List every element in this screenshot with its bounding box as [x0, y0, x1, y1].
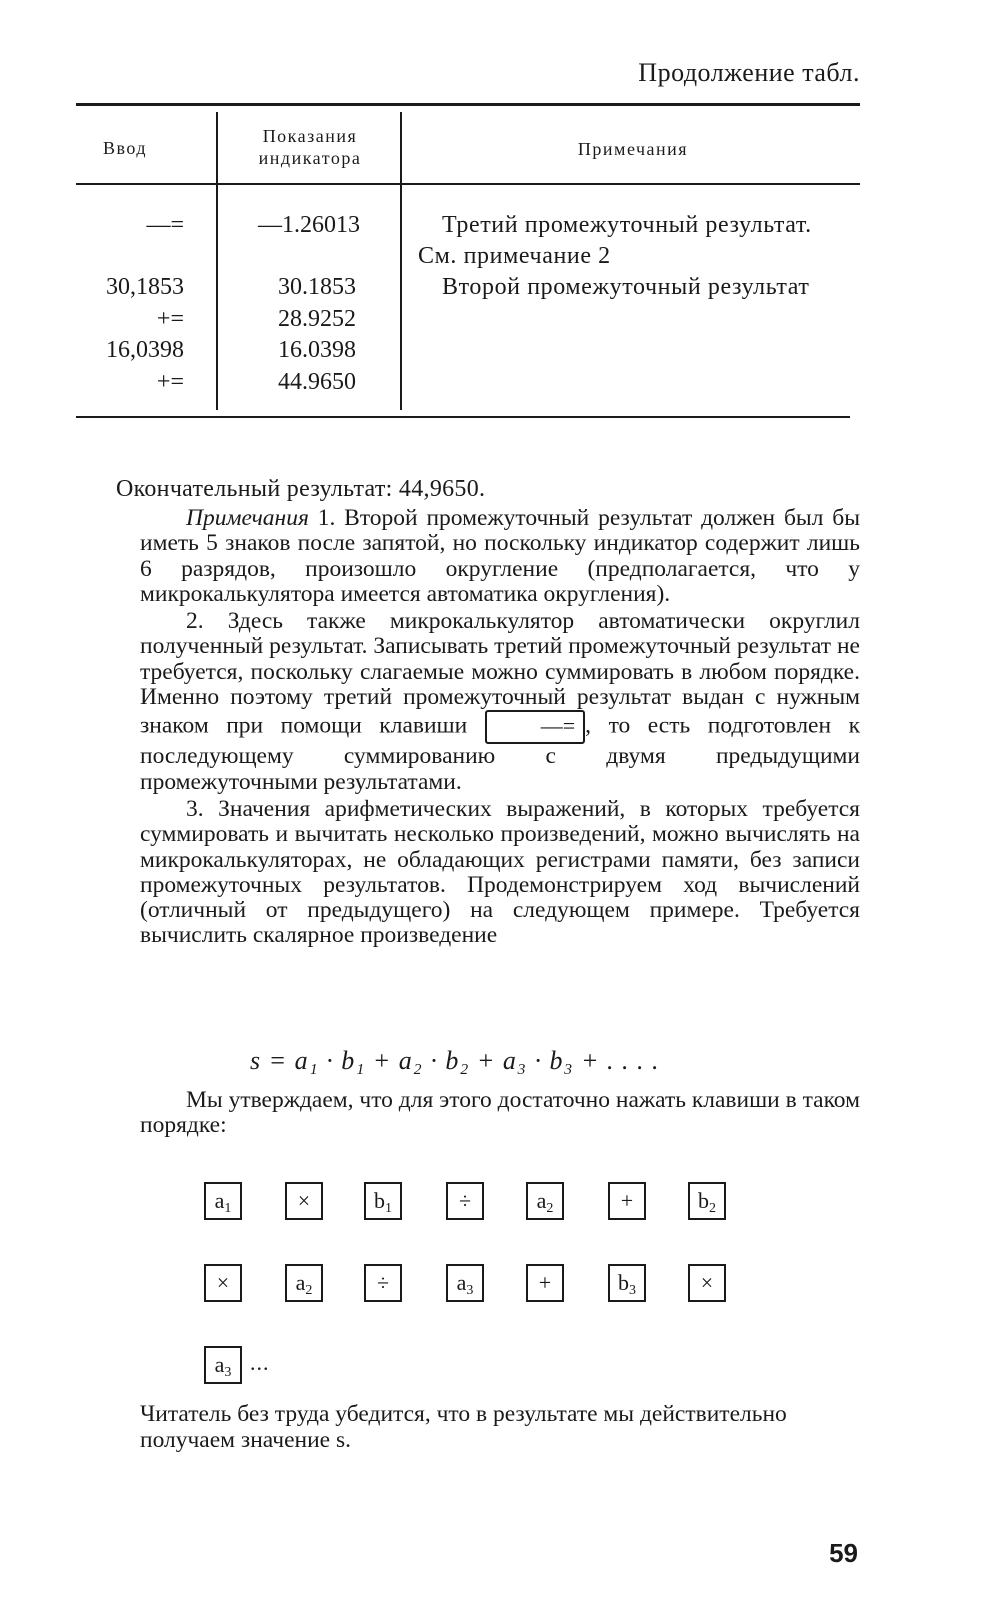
table-cell-input: += — [156, 306, 184, 332]
key-label: + — [538, 1270, 552, 1295]
key-label: b — [698, 1188, 709, 1213]
key-label: a — [456, 1270, 467, 1295]
table-note-line: Третий промежуточный результат. — [442, 212, 812, 238]
scalar-product-formula: s = a₁ · b₁ + a₂ · b₂ + a₃ · b₃ + . . . . — [250, 1046, 660, 1075]
key-button — [608, 1182, 646, 1220]
key-button — [608, 1264, 646, 1302]
key-label: a — [214, 1352, 225, 1377]
header-notes: Примечания — [577, 139, 689, 159]
key-subscript: 3 — [629, 1283, 636, 1298]
key-subscript: 1 — [385, 1201, 392, 1216]
key-label: a — [536, 1188, 547, 1213]
key-subscript: 2 — [546, 1201, 554, 1216]
table-top-rule — [76, 103, 860, 106]
header-display-line2: индикатора — [258, 148, 362, 168]
table-cell-display: 28.9252 — [278, 306, 356, 332]
key-label: b — [374, 1188, 385, 1213]
key-label: a — [214, 1188, 225, 1213]
key-button — [364, 1264, 402, 1302]
key-label: + — [620, 1188, 634, 1213]
key-label: × — [700, 1270, 714, 1295]
table-cell-input: 16,0398 — [106, 337, 184, 363]
table-cell-display: —1.26013 — [258, 212, 360, 238]
key-button — [688, 1182, 726, 1220]
table-col-divider-2 — [400, 112, 402, 410]
conclusion: Читатель без труда убедится, что в результате мы действительно получаем значение s. — [140, 1401, 787, 1453]
key-button — [285, 1264, 323, 1302]
key-button — [446, 1264, 484, 1302]
table-col-divider-1 — [216, 112, 218, 410]
final-result: Окончательный результат: 44,9650. — [116, 476, 486, 502]
header-input: Ввод — [102, 138, 148, 158]
notes-block — [140, 506, 860, 949]
key-button — [446, 1182, 484, 1220]
key-ellipsis: ... — [250, 1350, 270, 1375]
note-1 — [140, 506, 860, 607]
key-button — [688, 1264, 726, 1302]
note-2-text-after: , то есть подготовлен к последующему суммированию с двумя предыдущими промежуточными результатами. — [140, 712, 860, 795]
table-cell-input: 30,1853 — [106, 274, 184, 300]
key-subscript: 3 — [224, 1365, 232, 1380]
key-label: a — [295, 1270, 306, 1295]
table-note-line: См. примечание 2 — [418, 243, 611, 269]
keys-intro — [140, 1088, 860, 1139]
key-label: × — [216, 1270, 230, 1295]
note-3: 3. Значения арифметических выражений, в которых требуется суммировать и вычитать несколько произведений, можно вычислять на микрокалькуляторах, не обладающих регистрами памяти, без записи промежуточных результатов. Продемонстрируем ход вычислений (отличный от предыдущего) на следующем примере. Требуется вычислить скалярное произведение — [140, 795, 860, 949]
key-subscript: 2 — [709, 1201, 716, 1216]
header-display-line1: Показания — [262, 126, 358, 146]
note-2-text-before: 2. Здесь также микрокалькулятор автоматически округлил полученный результат. Записывать третий промежуточный результат не требуется, поскольку слагаемые можно суммировать в любом порядке. Именно поэтому третий промежуточный результат выдан с нужным знаком при помощи клавиши — [140, 608, 860, 739]
key-button — [285, 1182, 323, 1220]
key-label: ÷ — [458, 1188, 472, 1213]
table-note-line: Второй промежуточный результат — [442, 274, 810, 300]
key-label: b — [618, 1270, 629, 1295]
key-subscript: 1 — [224, 1201, 232, 1216]
key-button — [204, 1182, 242, 1220]
key-button — [204, 1264, 242, 1302]
key-button — [204, 1346, 242, 1384]
key-button — [526, 1182, 564, 1220]
key-subscript: 3 — [466, 1283, 474, 1298]
note-2 — [140, 609, 860, 795]
key-label: ÷ — [376, 1270, 390, 1295]
page-number: 59 — [829, 1538, 858, 1568]
note-1-text: 1. Второй промежуточный результат должен был бы иметь 5 знаков после запятой, но поскольку индикатор содержит лишь 6 разрядов, произошло округление (предполагается, что у микрокалькулятора имеется автоматика округления). — [140, 505, 860, 607]
keys-intro-text: Мы утверждаем, что для этого достаточно нажать клавиши в таком порядке: — [140, 1087, 860, 1139]
table-cell-input: —= — [146, 212, 184, 238]
notes-heading: Примечания — [186, 505, 309, 531]
key-button — [364, 1182, 402, 1220]
key-button — [526, 1264, 564, 1302]
table-cell-input: += — [156, 369, 184, 395]
minus-equals-key: —= — [485, 710, 585, 744]
continuation-label: Продолжение табл. — [638, 58, 860, 87]
table-cell-display: 16.0398 — [278, 337, 356, 363]
header-display — [222, 125, 398, 169]
key-subscript: 2 — [305, 1283, 313, 1298]
table-bottom-rule — [76, 416, 850, 418]
table-header-rule — [76, 183, 860, 185]
key-label: × — [297, 1188, 311, 1213]
table-cell-display: 44.9650 — [278, 369, 356, 395]
table-cell-display: 30.1853 — [278, 274, 356, 300]
